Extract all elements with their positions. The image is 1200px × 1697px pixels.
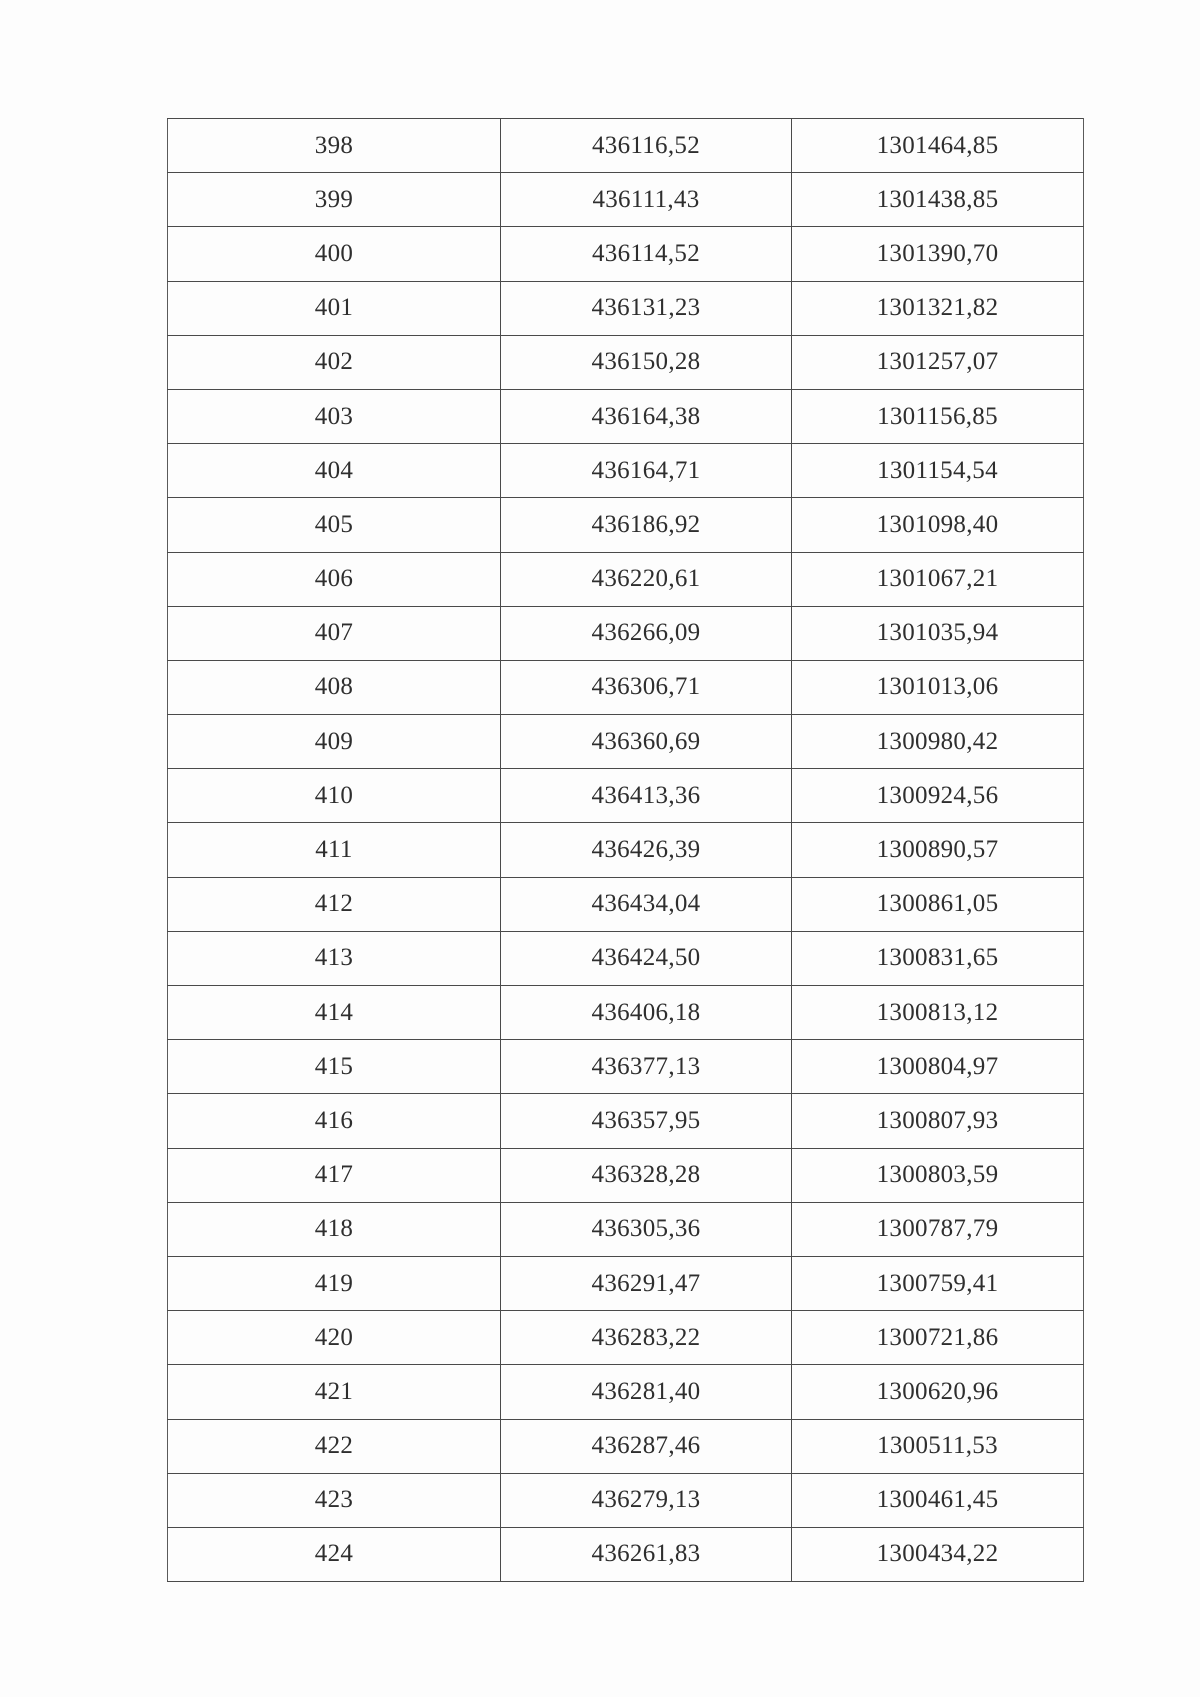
x-coordinate-cell: 436116,52: [501, 119, 792, 173]
y-coordinate-cell: 1300807,93: [792, 1094, 1084, 1148]
y-coordinate-cell: 1301390,70: [792, 227, 1084, 281]
table-row: [168, 1256, 1084, 1310]
table-row: [168, 769, 1084, 823]
y-coordinate-cell: 1300813,12: [792, 986, 1084, 1040]
x-coordinate-cell: 436426,39: [501, 823, 792, 877]
point-number-cell: 419: [168, 1256, 501, 1310]
y-coordinate-cell: 1301154,54: [792, 444, 1084, 498]
point-number-cell: 403: [168, 389, 501, 443]
x-coordinate-cell: 436164,71: [501, 444, 792, 498]
x-coordinate-cell: 436424,50: [501, 931, 792, 985]
point-number-cell: 408: [168, 660, 501, 714]
table-row: [168, 173, 1084, 227]
table-row: [168, 606, 1084, 660]
y-coordinate-cell: 1300759,41: [792, 1256, 1084, 1310]
x-coordinate-cell: 436434,04: [501, 877, 792, 931]
y-coordinate-cell: 1300924,56: [792, 769, 1084, 823]
table-row: [168, 389, 1084, 443]
y-coordinate-cell: 1301156,85: [792, 389, 1084, 443]
x-coordinate-cell: 436266,09: [501, 606, 792, 660]
point-number-cell: 398: [168, 119, 501, 173]
point-number-cell: 423: [168, 1473, 501, 1527]
table-row: [168, 1365, 1084, 1419]
point-number-cell: 422: [168, 1419, 501, 1473]
x-coordinate-cell: 436283,22: [501, 1311, 792, 1365]
table-row: [168, 1527, 1084, 1581]
y-coordinate-cell: 1301257,07: [792, 335, 1084, 389]
x-coordinate-cell: 436261,83: [501, 1527, 792, 1581]
point-number-cell: 412: [168, 877, 501, 931]
x-coordinate-cell: 436377,13: [501, 1040, 792, 1094]
x-coordinate-cell: 436114,52: [501, 227, 792, 281]
point-number-cell: 411: [168, 823, 501, 877]
y-coordinate-cell: 1300721,86: [792, 1311, 1084, 1365]
point-number-cell: 405: [168, 498, 501, 552]
y-coordinate-cell: 1301098,40: [792, 498, 1084, 552]
x-coordinate-cell: 436281,40: [501, 1365, 792, 1419]
x-coordinate-cell: 436306,71: [501, 660, 792, 714]
table-row: [168, 1040, 1084, 1094]
point-number-cell: 415: [168, 1040, 501, 1094]
table-row: [168, 1202, 1084, 1256]
x-coordinate-cell: 436111,43: [501, 173, 792, 227]
table-row: [168, 119, 1084, 173]
table-row: [168, 1311, 1084, 1365]
x-coordinate-cell: 436305,36: [501, 1202, 792, 1256]
coordinates-table-body: [168, 119, 1084, 1582]
table-row: [168, 715, 1084, 769]
x-coordinate-cell: 436291,47: [501, 1256, 792, 1310]
x-coordinate-cell: 436131,23: [501, 281, 792, 335]
table-row: [168, 498, 1084, 552]
table-row: [168, 931, 1084, 985]
y-coordinate-cell: 1300803,59: [792, 1148, 1084, 1202]
point-number-cell: 420: [168, 1311, 501, 1365]
x-coordinate-cell: 436413,36: [501, 769, 792, 823]
table-row: [168, 1473, 1084, 1527]
point-number-cell: 424: [168, 1527, 501, 1581]
point-number-cell: 413: [168, 931, 501, 985]
x-coordinate-cell: 436279,13: [501, 1473, 792, 1527]
x-coordinate-cell: 436164,38: [501, 389, 792, 443]
y-coordinate-cell: 1300831,65: [792, 931, 1084, 985]
table-row: [168, 1094, 1084, 1148]
y-coordinate-cell: 1300890,57: [792, 823, 1084, 877]
y-coordinate-cell: 1301438,85: [792, 173, 1084, 227]
table-row: [168, 1148, 1084, 1202]
point-number-cell: 416: [168, 1094, 501, 1148]
x-coordinate-cell: 436328,28: [501, 1148, 792, 1202]
table-row: [168, 444, 1084, 498]
point-number-cell: 417: [168, 1148, 501, 1202]
point-number-cell: 414: [168, 986, 501, 1040]
point-number-cell: 399: [168, 173, 501, 227]
point-number-cell: 406: [168, 552, 501, 606]
x-coordinate-cell: 436360,69: [501, 715, 792, 769]
x-coordinate-cell: 436287,46: [501, 1419, 792, 1473]
x-coordinate-cell: 436186,92: [501, 498, 792, 552]
point-number-cell: 418: [168, 1202, 501, 1256]
y-coordinate-cell: 1301067,21: [792, 552, 1084, 606]
point-number-cell: 402: [168, 335, 501, 389]
x-coordinate-cell: 436406,18: [501, 986, 792, 1040]
y-coordinate-cell: 1301464,85: [792, 119, 1084, 173]
table-row: [168, 823, 1084, 877]
point-number-cell: 421: [168, 1365, 501, 1419]
point-number-cell: 410: [168, 769, 501, 823]
y-coordinate-cell: 1300861,05: [792, 877, 1084, 931]
x-coordinate-cell: 436150,28: [501, 335, 792, 389]
table-row: [168, 1419, 1084, 1473]
coordinates-table: [167, 118, 1084, 1582]
y-coordinate-cell: 1301013,06: [792, 660, 1084, 714]
y-coordinate-cell: 1300461,45: [792, 1473, 1084, 1527]
table-row: [168, 877, 1084, 931]
y-coordinate-cell: 1300980,42: [792, 715, 1084, 769]
table-row: [168, 660, 1084, 714]
point-number-cell: 400: [168, 227, 501, 281]
y-coordinate-cell: 1301035,94: [792, 606, 1084, 660]
point-number-cell: 404: [168, 444, 501, 498]
y-coordinate-cell: 1301321,82: [792, 281, 1084, 335]
point-number-cell: 407: [168, 606, 501, 660]
x-coordinate-cell: 436220,61: [501, 552, 792, 606]
table-row: [168, 335, 1084, 389]
y-coordinate-cell: 1300511,53: [792, 1419, 1084, 1473]
x-coordinate-cell: 436357,95: [501, 1094, 792, 1148]
point-number-cell: 401: [168, 281, 501, 335]
point-number-cell: 409: [168, 715, 501, 769]
y-coordinate-cell: 1300804,97: [792, 1040, 1084, 1094]
table-row: [168, 227, 1084, 281]
y-coordinate-cell: 1300434,22: [792, 1527, 1084, 1581]
y-coordinate-cell: 1300787,79: [792, 1202, 1084, 1256]
table-row: [168, 986, 1084, 1040]
y-coordinate-cell: 1300620,96: [792, 1365, 1084, 1419]
table-row: [168, 281, 1084, 335]
table-row: [168, 552, 1084, 606]
